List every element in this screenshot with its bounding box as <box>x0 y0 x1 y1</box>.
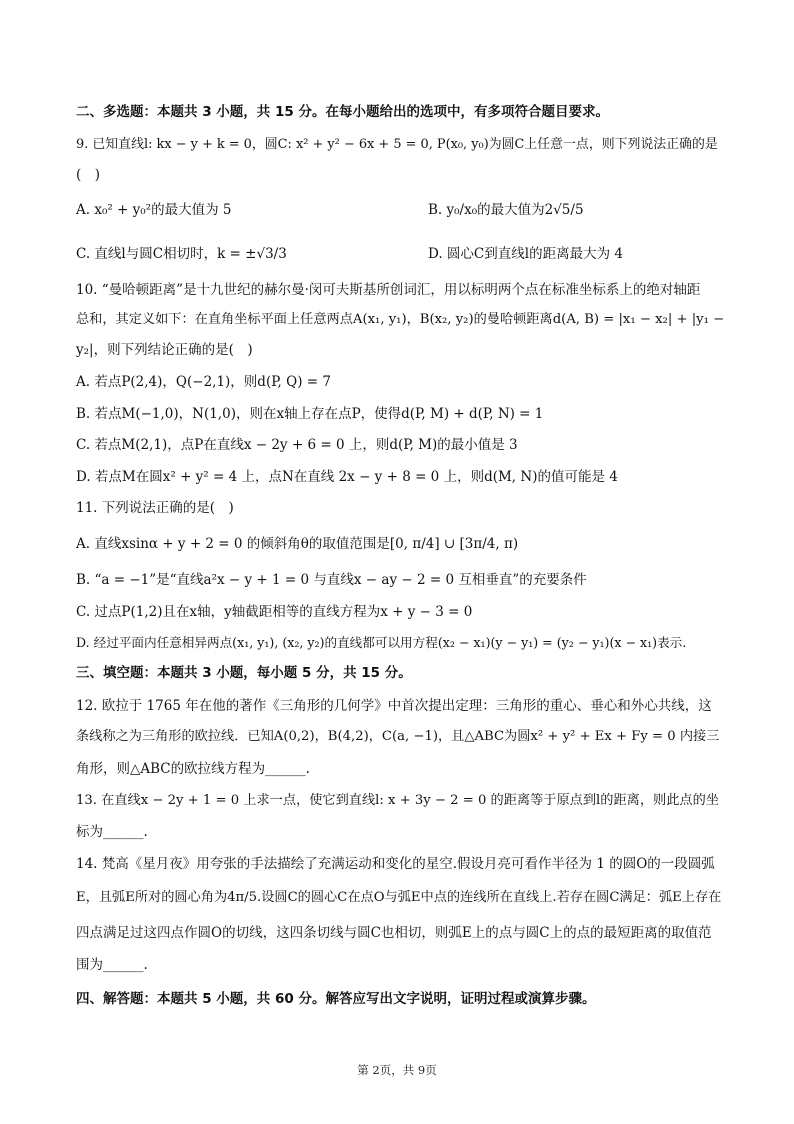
q14-line-1: 14. 梵高《星月夜》用夸张的手法描绘了充满运动和变化的星空.假设月亮可看作半径为 1 的圆O的一段圆弧 <box>76 856 715 872</box>
q14-line-3: 四点满足过这四点作圆O的切线，这四条切线与圆C也相切，则弧E上的点与圆C上的点的最短距离的取值范 <box>76 925 712 941</box>
q10-option-c: C. 若点M(2,1)，点P在直线x − 2y + 6 = 0 上，则d(P, M)的最小值是 3 <box>76 437 518 453</box>
section-answer-heading: 四、解答题：本题共 5 小题，共 60 分。解答应写出文字说明，证明过程或演算步骤。 <box>76 991 596 1007</box>
q9-option-c: C. 直线l与圆C相切时，k = ±√3/3 <box>76 246 287 262</box>
q10-stem-line-3: y₂|，则下列结论正确的是( ) <box>76 342 253 358</box>
q11-option-a: A. 直线xsinα + y + 2 = 0 的倾斜角θ的取值范围是[0, π/4] ∪ [3π/4, π) <box>76 536 519 552</box>
section-multiple-choice-heading: 二、多选题：本题共 3 小题，共 15 分。在每小题给出的选项中，有多项符合题目要求。 <box>76 104 609 120</box>
q9-option-row-2 <box>76 245 726 263</box>
q10-option-b: B. 若点M(−1,0)，N(1,0)，则在x轴上存在点P，使得d(P, M) + d(P, N) = 1 <box>76 406 544 422</box>
q12-line-3: 角形，则△ABC的欧拉线方程为______. <box>76 761 310 777</box>
q9-option-d: D. 圆心C到直线l的距离最大为 4 <box>428 246 623 262</box>
q10-stem-line-1: 10. “曼哈顿距离”是十九世纪的赫尔曼·闵可夫斯基所创词汇，用以标明两个点在标准坐标系上的绝对轴距 <box>76 282 701 298</box>
q12-line-1: 12. 欧拉于 1765 年在他的著作《三角形的几何学》中首次提出定理：三角形的重心、垂心和外心共线，这 <box>76 698 712 714</box>
page-number: 第 2页，共 9页 <box>357 1063 437 1077</box>
q11-option-b: B. “a = −1”是“直线a²x − y + 1 = 0 与直线x − ay − 2 = 0 互相垂直”的充要条件 <box>76 572 587 588</box>
q9-option-row-1 <box>76 201 726 219</box>
q14-line-2: E，且弧E所对的圆心角为4π/5.设圆C的圆心C在点O与弧E中点的连线所在直线上.若存在圆C满足：弧E上存在 <box>76 890 722 905</box>
q13-line-1: 13. 在直线x − 2y + 1 = 0 上求一点，使它到直线l: x + 3y − 2 = 0 的距离等于原点到l的距离，则此点的坐 <box>76 793 719 808</box>
q9-stem-line-1: 9. 已知直线l: kx − y + k = 0，圆C: x² + y² − 6x + 5 = 0, P(x₀, y₀)为圆C上任意一点，则下列说法正确的是 <box>76 137 718 152</box>
q11-option-d: D. 经过平面内任意相异两点(x₁, y₁), (x₂, y₂)的直线都可以用方程(x₂ − x₁)(y − y₁) = (y₂ − y₁)(x − x₁)表示. <box>76 635 687 650</box>
q11-stem: 11. 下列说法正确的是( ) <box>76 500 234 516</box>
q14-line-4: 围为______. <box>76 957 148 973</box>
q13-line-2: 标为______. <box>76 824 148 840</box>
q9-option-b: B. y₀/x₀的最大值为2√5/5 <box>428 202 584 218</box>
q11-option-c: C. 过点P(1,2)且在x轴，y轴截距相等的直线方程为x + y − 3 = 0 <box>76 604 473 620</box>
q10-stem-line-2: 总和，其定义如下：在直角坐标平面上任意两点A(x₁, y₁)，B(x₂, y₂)的曼哈顿距离d(A, B) = |x₁ − x₂| + |y₁ − <box>76 312 725 327</box>
section-fill-blank-heading: 三、填空题：本题共 3 小题，每小题 5 分，共 15 分。 <box>76 665 412 681</box>
q12-line-2: 条线称之为三角形的欧拉线．已知A(0,2)，B(4,2)，C(a, −1)，且△ABC为圆x² + y² + Ex + Fy = 0 内接三 <box>76 729 720 744</box>
q9-option-a: A. x₀² + y₀²的最大值为 5 <box>76 202 232 218</box>
q10-option-d: D. 若点M在圆x² + y² = 4 上，点N在直线 2x − y + 8 = 0 上，则d(M, N)的值可能是 4 <box>76 469 618 485</box>
q9-stem-line-2: ( ) <box>76 167 101 183</box>
q10-option-a: A. 若点P(2,4)，Q(−2,1)，则d(P, Q) = 7 <box>76 374 331 390</box>
